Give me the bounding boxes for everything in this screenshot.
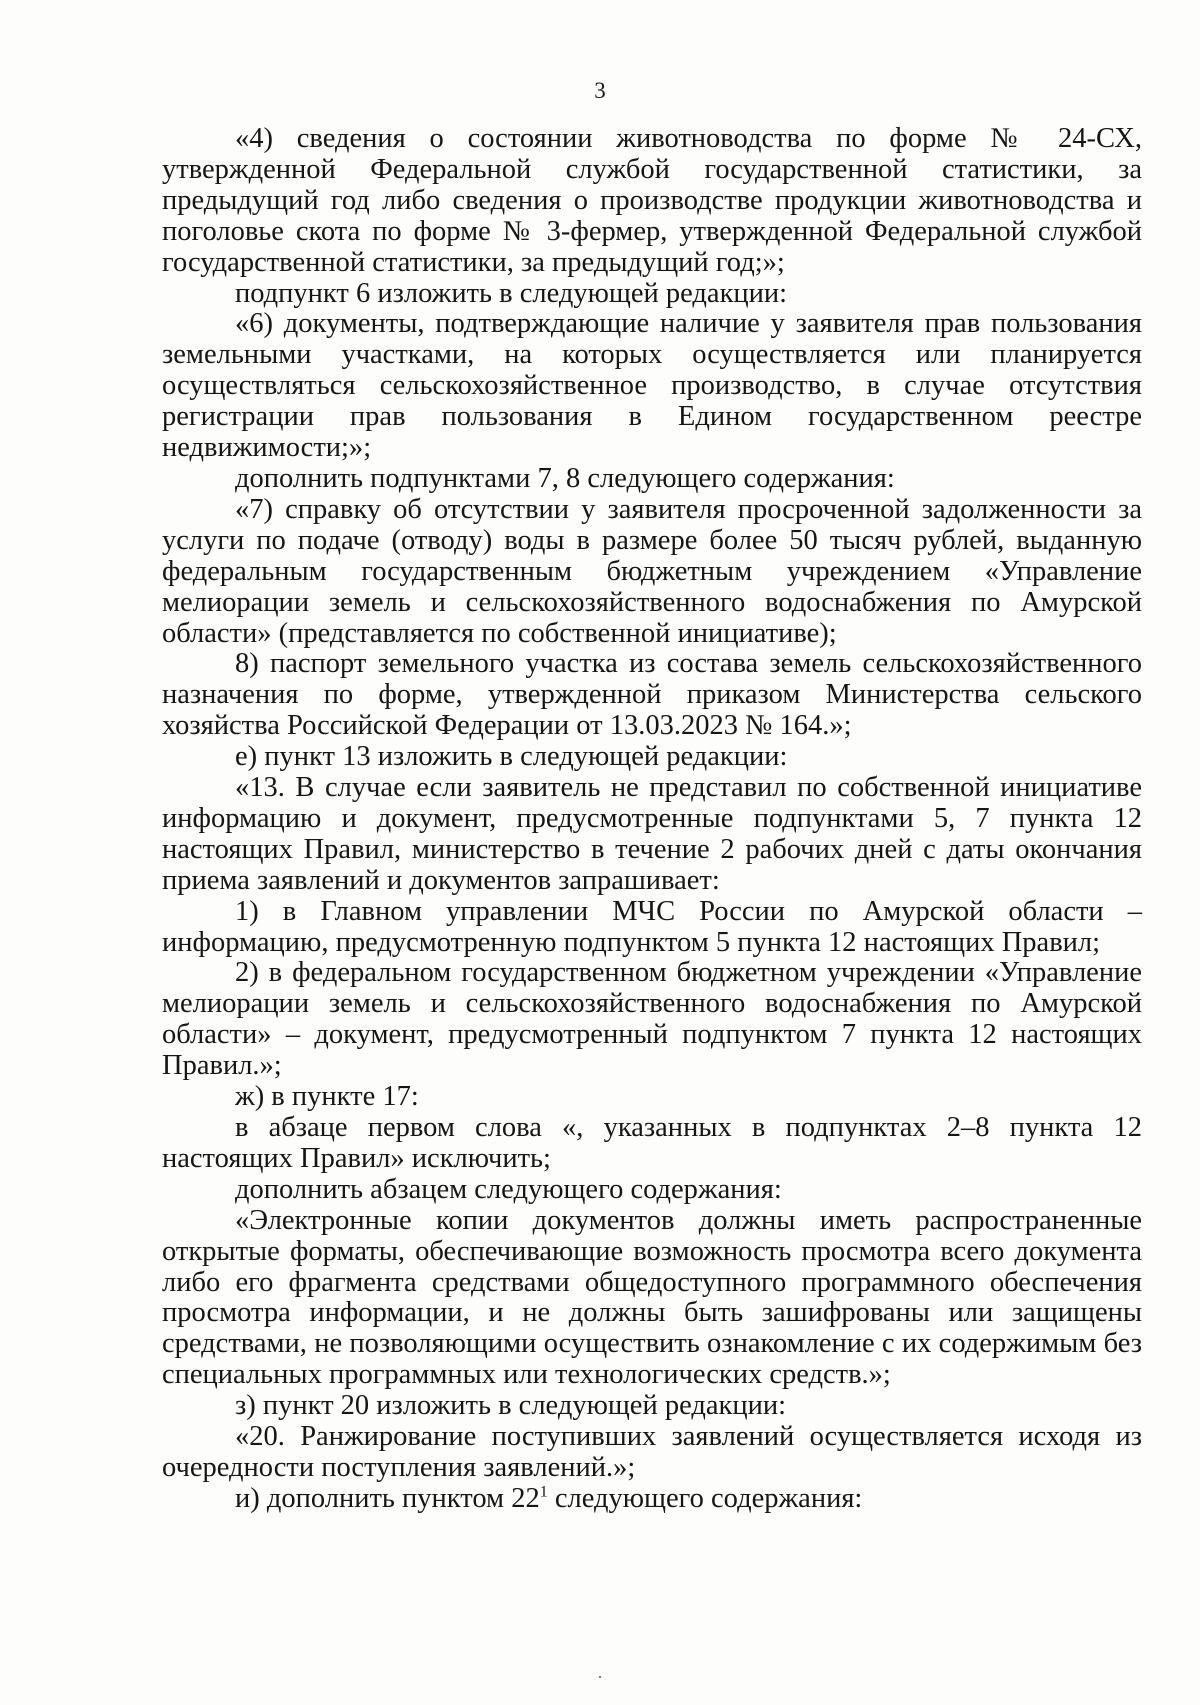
- paragraph-13: дополнить абзацем следующего содержания:: [235, 1173, 782, 1205]
- paragraph-10: 2) в федеральном государственном бюджетном учреждении «Управление мелиорации земель и сельскохозяйственного водоснабжения по Амурской области» – документ, предусмотренный подпунктом 7 пункта 12 настоящих Правил.»;: [162, 957, 1142, 1082]
- paragraph-2: подпункт 6 изложить в следующей редакции:: [235, 277, 788, 309]
- paragraph-17-start: и) дополнить пунктом 22: [235, 1482, 540, 1514]
- document-body: [162, 124, 1142, 1515]
- page-number: 3: [594, 78, 606, 103]
- paragraph-8: «13. В случае если заявитель не представил по собственной инициативе информацию и документ, предусмотренные подпунктами 5, 7 пункта 12 настоящих Правил, министерство в течение 2 рабочих дней с даты окончания приема заявлений и документов запрашивает:: [162, 772, 1142, 896]
- paragraph-6: 8) паспорт земельного участка из состава земель сельскохозяйственного назначения по форме, утвержденной приказом Министерства сельского хозяйства Российской Федерации от 13.03.2023 № 164.»;: [162, 648, 1142, 742]
- paragraph-12: в абзаце первом слова «, указанных в подпунктах 2–8 пункта 12 настоящих Правил» исключить;: [162, 1112, 1142, 1174]
- paragraph-11: ж) в пункте 17:: [235, 1081, 419, 1113]
- paragraph-17: [162, 1484, 1142, 1515]
- superscript-index: 1: [539, 1483, 548, 1501]
- paragraph-1: «4) сведения о состоянии животноводства по форме № 24-СХ, утвержденной Федеральной службой государственной статистики, за предыдущий год либо сведения о производстве продукции животноводства и поголовье скота по форме № 3-фермер, утвержденной Федеральной службой государственной статистики, за предыдущий год;»;: [162, 123, 1142, 278]
- scan-speck: [599, 1676, 601, 1678]
- paragraph-9: 1) в Главном управлении МЧС России по Амурской области – информацию, предусмотренную подпунктом 5 пункта 12 настоящих Правил;: [162, 895, 1142, 958]
- paragraph-3: «6) документы, подтверждающие наличие у заявителя прав пользования земельными участками, на которых осуществляется или планируется осуществляться сельскохозяйственное производство, в случае отсутствия регистрации прав пользования в Едином государственном реестре недвижимости;»;: [162, 308, 1142, 464]
- paragraph-7: е) пункт 13 изложить в следующей редакции:: [235, 741, 788, 773]
- paragraph-4: дополнить подпунктами 7, 8 следующего содержания:: [235, 462, 895, 494]
- paragraph-16: «20. Ранжирование поступивших заявлений осуществляется исходя из очередности поступления заявлений.»;: [162, 1421, 1142, 1483]
- paragraph-17-end: следующего содержания:: [547, 1482, 863, 1514]
- paragraph-5: «7) справку об отсутствии у заявителя просроченной задолженности за услуги по подаче (отводу) воды в размере более 50 тысяч рублей, выданную федеральным государственным бюджетным учреждением «Управление мелиорации земель и сельскохозяйственного водоснабжения по Амурской области» (представляется по собственной инициативе);: [162, 493, 1142, 649]
- paragraph-14: «Электронные копии документов должны иметь распространенные открытые форматы, обеспечивающие возможность просмотра всего документа либо его фрагмента средствами общедоступного программного обеспечения просмотра информации, и не должны быть зашифрованы или защищены средствами, не позволяющими осуществить ознакомление с их содержимым без специальных программных или технологических средств.»;: [162, 1204, 1142, 1391]
- paragraph-15: з) пункт 20 изложить в следующей редакции:: [235, 1390, 787, 1422]
